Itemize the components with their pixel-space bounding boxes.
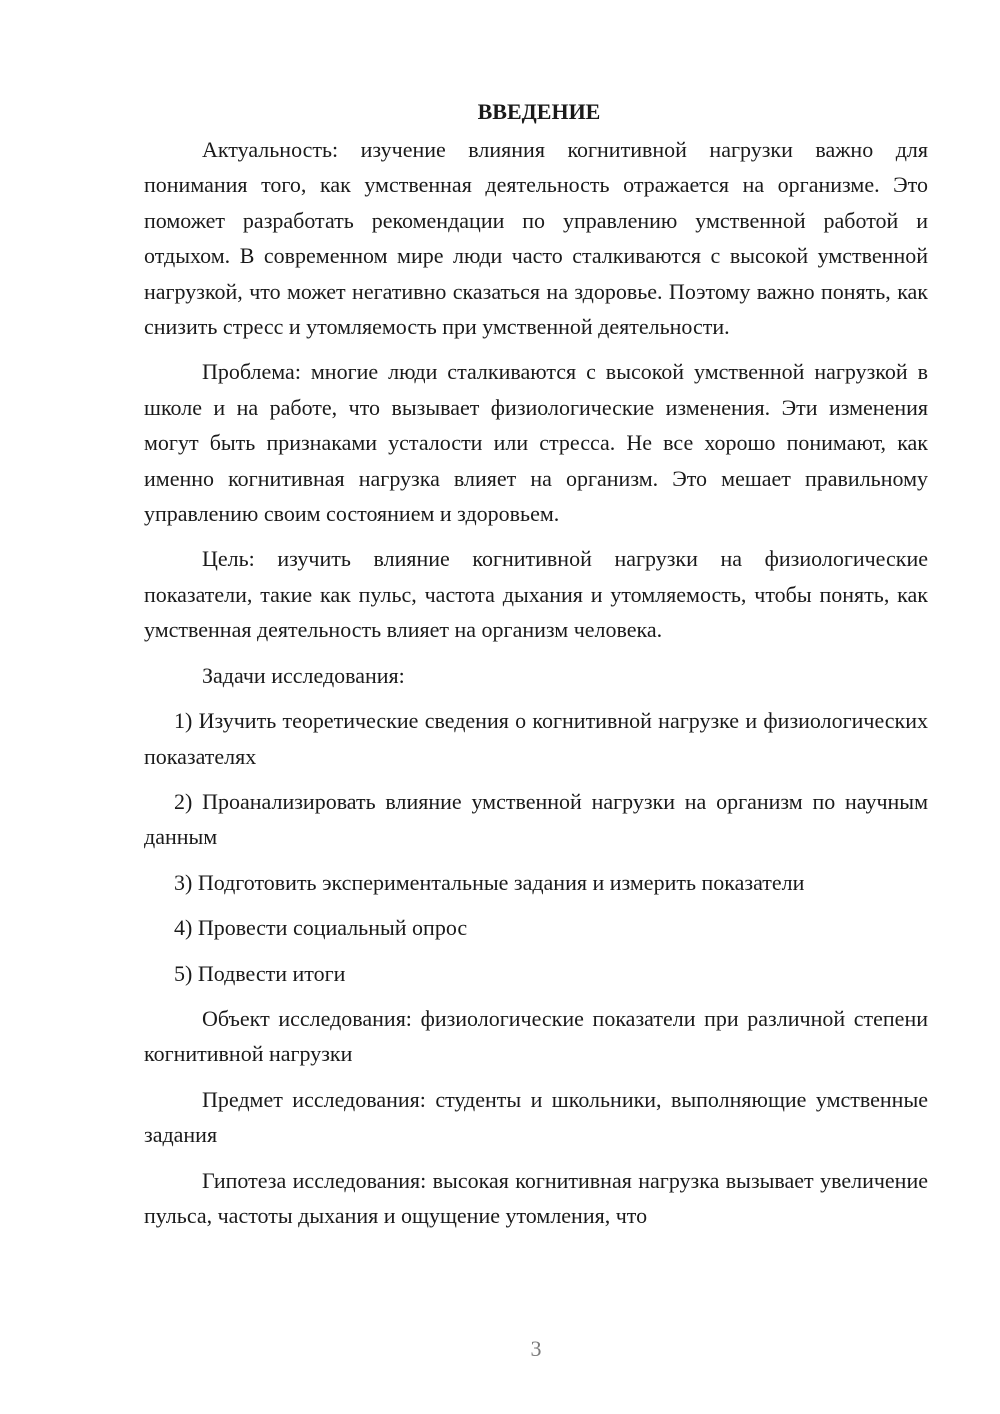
task-item: 5) Подвести итоги	[174, 960, 346, 986]
page-content	[144, 98, 928, 1233]
task-item: 1) Изучить теоретические сведения о когнитивной нагрузке и физиологических показателях	[144, 708, 928, 769]
subject-paragraph: Предмет исследования: студенты и школьники, выполняющие умственные задания	[144, 1086, 928, 1148]
problem-paragraph: Проблема: многие люди сталкиваются с высокой умственной нагрузкой в школе и на работе, что вызывает физиологические изменения. Эти изменения могут быть признаками усталости или стресса. Не все хорошо понимают, как именно когнитивная нагрузка влияет на организм. Это мешает правильному управлению своим состоянием и здоровьем.	[144, 359, 928, 527]
hypothesis-paragraph: Гипотеза исследования: высокая когнитивная нагрузка вызывает увеличение пульса, частоты дыхания и ощущение утомления, что	[144, 1167, 928, 1228]
task-item: 3) Подготовить экспериментальные задания и измерить показатели	[174, 869, 805, 895]
page-number: 3	[530, 1336, 542, 1361]
tasks-title: Задачи исследования:	[202, 662, 405, 688]
task-item: 4) Провести социальный опрос	[174, 915, 468, 941]
relevance-paragraph: Актуальность: изучение влияния когнитивной нагрузки важно для понимания того, как умственная деятельность отражается на организме. Это поможет разработать рекомендации по управлению умственной работой и отдыхом. В современном мире люди часто сталкиваются с высокой умственной нагрузкой, что может негативно сказаться на здоровье. Поэтому важно понять, как снизить стресс и утомляемость при умственной деятельности.	[144, 137, 928, 340]
page-heading: ВВЕДЕНИЕ	[477, 99, 601, 124]
task-item: 2) Проанализировать влияние умственной нагрузки на организм по научным данным	[144, 788, 928, 850]
object-paragraph: Объект исследования: физиологические показатели при различной степени когнитивной нагрузки	[144, 1005, 928, 1067]
goal-paragraph: Цель: изучить влияние когнитивной нагрузки на физиологические показатели, такие как пульс, частота дыхания и утомляемость, чтобы понять, как умственная деятельность влияет на организм человека.	[144, 546, 928, 643]
